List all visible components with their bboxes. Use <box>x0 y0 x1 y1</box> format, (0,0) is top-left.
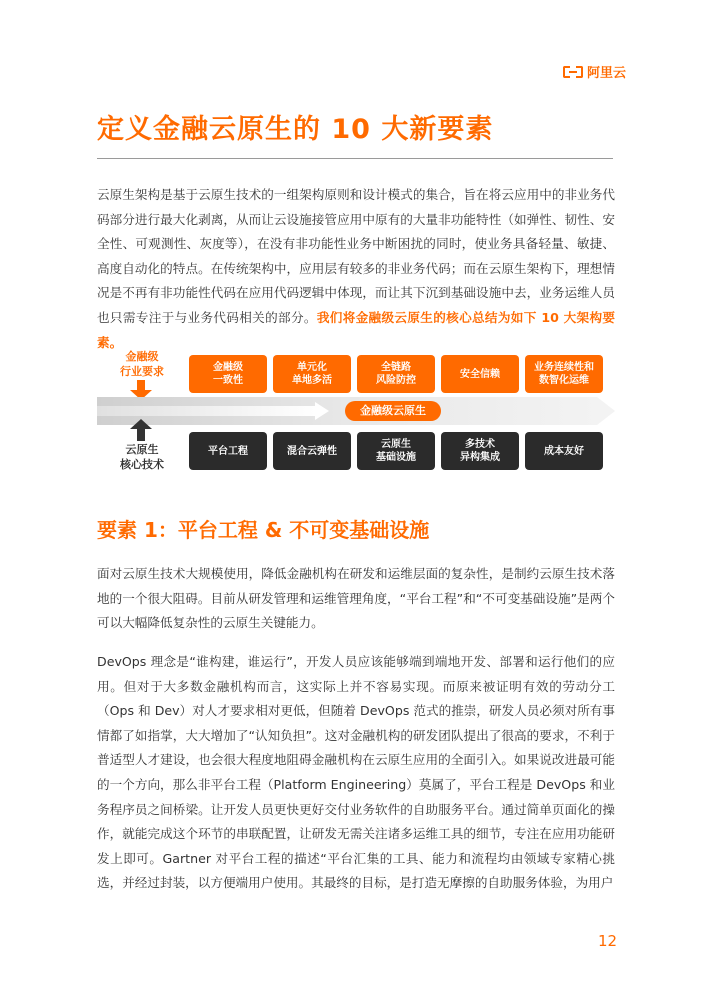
section-paragraph-2: DevOps 理念是“谁构建，谁运行”，开发人员应该能够端到端地开发、部署和运行他们的应用。但对于大多数金融机构而言，这实际上并不容易实现。而原来被证明有效的劳动分工（Ops 和 Dev）对人才要求相对更低，但随着 DevOps 范式的推崇，研发人员必须对所有事情都了如指掌，大大增加了“认知负担”。这对金融机构的研发团队提出了很高的要求，不利于普适型人才建设，也会很大程度地阻碍金融机构在云原生应用的全面引入。如果说改进最可能的一个方向，那么非平台工程（Platform Engineering）莫属了，平台工程是 DevOps 和业务程序员之间桥梁。让开发人员更快更好交付业务软件的自助服务平台。通过简单页面化的操作，就能完成这个环节的串联配置，让研发无需关注诸多运维工具的细节，专注在应用功能研发上即可。Gartner 对平台工程的描述“平台汇集的工具、能力和流程均由领域专家精心挑选，并经过封装，以方便端用户使用。其最终的目标，是打造无摩擦的自助服务体验，为用户 <box>97 654 615 891</box>
requirement-box: 业务连续性和 数智化运维 <box>525 355 603 393</box>
label-line: 行业要求 <box>120 365 164 378</box>
inner-arrow <box>97 406 315 416</box>
label-line: 云原生 <box>125 443 159 456</box>
label-line: 金融级 <box>125 350 159 363</box>
brand-logo <box>563 62 626 81</box>
technology-box: 多技术 异构集成 <box>441 432 519 470</box>
flow-band-arrow-icon <box>597 397 615 425</box>
requirement-box: 单元化 单地多活 <box>273 355 351 393</box>
intro-text: 云原生架构是基于云原生技术的一组架构原则和设计模式的集合，旨在将云应用中的非业务代码部分进行最大化剥离，从而让云设施接管应用中原有的大量非功能特性（如弹性、韧性、安全性、可观测性、灰度等），在没有非功能性业务中断困扰的同时，使业务具备轻量、敏捷、高度自动化的特点。在传统架构中，应用层有较多的非业务代码；而在云原生架构下，理想情况是不再有非功能性代码在应用代码逻辑中体现，而让其下沉到基础设施中去，业务运维人员也只需专注于与业务代码相关的部分。 <box>97 187 615 325</box>
requirement-box: 安全信赖 <box>441 355 519 393</box>
arrow-up-icon <box>130 419 152 441</box>
intro-paragraph <box>97 183 615 355</box>
technology-box: 混合云弹性 <box>273 432 351 470</box>
logo-text: 阿里云 <box>587 66 627 81</box>
inner-arrow-tip-icon <box>315 402 329 420</box>
industry-requirements-label <box>97 349 187 379</box>
intro-highlight: 我们将金融级云原生的核心总结为如下 10 大架构要素。 <box>97 309 616 350</box>
aliyun-logo-icon <box>563 66 583 78</box>
section-heading: 要素 1：平台工程 & 不可变基础设施 <box>97 518 430 542</box>
requirement-box: 全链路 风险防控 <box>357 355 435 393</box>
core-technology-label <box>97 442 187 472</box>
technology-box: 成本友好 <box>525 432 603 470</box>
center-label: 金融级云原生 <box>345 401 441 421</box>
page-title: 定义金融云原生的 10 大新要素 <box>97 114 494 145</box>
page-number: 12 <box>598 932 618 950</box>
section-paragraph-1: 面对云原生技术大规模使用，降低金融机构在研发和运维层面的复杂性，是制约云原生技术落地的一个很大阻碍。目前从研发管理和运维管理角度，“平台工程”和“不可变基础设施”是两个可以大幅降低复杂性的云原生关键能力。 <box>97 566 615 631</box>
title-divider <box>97 158 613 159</box>
technology-box: 平台工程 <box>189 432 267 470</box>
technology-box: 云原生 基础设施 <box>357 432 435 470</box>
architecture-diagram <box>97 345 615 480</box>
label-line: 核心技术 <box>120 458 164 471</box>
requirement-box: 金融级 一致性 <box>189 355 267 393</box>
